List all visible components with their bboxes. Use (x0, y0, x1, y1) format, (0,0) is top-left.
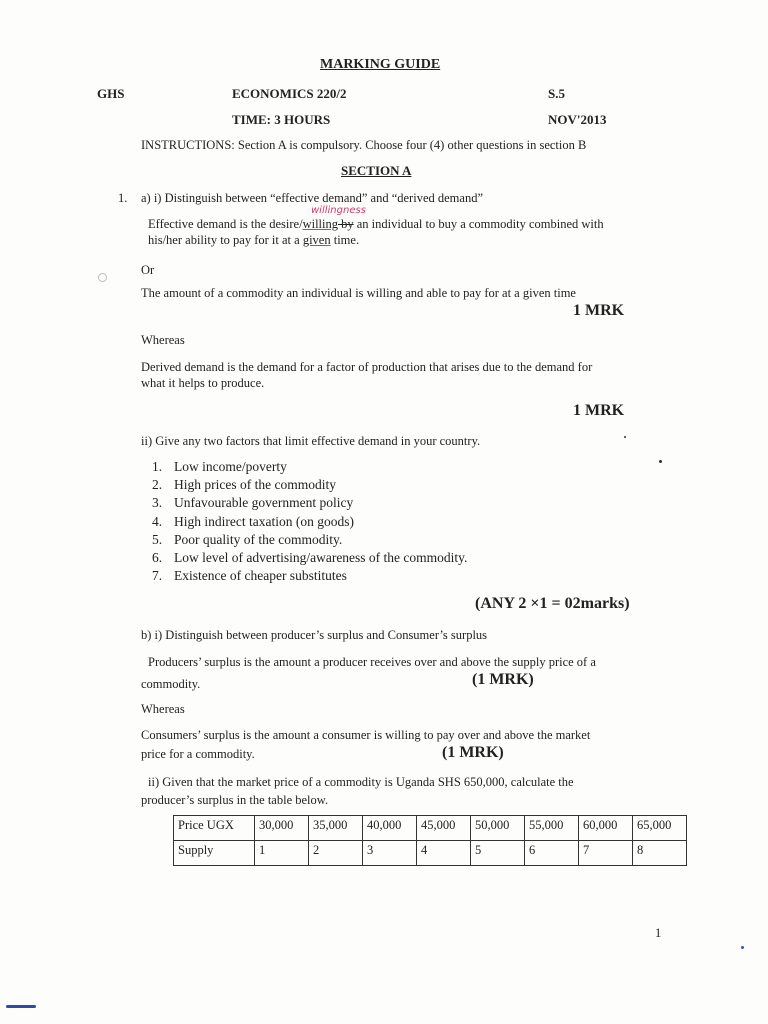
table-cell: 50,000 (471, 816, 525, 841)
whereas-text: Whereas (141, 702, 185, 716)
list-number: 4. (152, 513, 163, 529)
list-text: Existence of cheaper substitutes (174, 568, 347, 584)
list-number: 3. (152, 495, 163, 511)
list-item (152, 494, 467, 512)
handwritten-correction: willingness (311, 205, 366, 216)
question-1a-i: a) i) Distinguish between “effective demand” and “derived demand” (141, 191, 483, 205)
list-item (152, 549, 467, 567)
or-text: Or (141, 263, 155, 277)
question-1b-ii-line1: ii) Given that the market price of a commodity is Uganda SHS 650,000, calculate the (148, 775, 574, 789)
mark-label: (1 MRK) (472, 671, 534, 688)
text-span: his/her ability to pay for it at a (148, 233, 303, 247)
list-text: Low level of advertising/awareness of the commodity. (174, 550, 468, 566)
list-item (152, 476, 467, 494)
question-number: 1. (118, 191, 128, 205)
mark-label: (1 MRK) (442, 744, 504, 761)
scan-speck (659, 460, 662, 463)
list-number: 7. (152, 568, 163, 584)
class-level: S.5 (548, 86, 565, 101)
table-cell: 4 (417, 841, 471, 866)
scan-speck (624, 436, 626, 438)
consumer-surplus-line1: Consumers’ surplus is the amount a consumer is willing to pay over and above the market (141, 728, 591, 742)
table-cell: 40,000 (363, 816, 417, 841)
page-number: 1 (655, 926, 662, 940)
list-number: 1. (152, 459, 163, 474)
list-text: High indirect taxation (on goods) (174, 513, 354, 529)
table-cell: 8 (633, 841, 687, 866)
text-span: Effective demand is the desire/ (148, 217, 303, 231)
derived-demand-line1: Derived demand is the demand for a factor of production that arises due to the demand for (141, 360, 593, 374)
producer-surplus-line2: commodity. (141, 677, 201, 691)
list-text: High prices of the commodity (174, 477, 336, 493)
scan-punch-hole (98, 273, 107, 282)
table-cell: 60,000 (579, 816, 633, 841)
list-item (152, 531, 467, 549)
table-cell: 65,000 (633, 816, 687, 841)
struck-word: by (338, 217, 354, 231)
list-text: Unfavourable government policy (174, 495, 354, 511)
table-cell: 45,000 (417, 816, 471, 841)
text-span: an individual to buy a commodity combined with (353, 217, 604, 231)
underlined-word: given (302, 233, 331, 247)
list-number: 6. (152, 550, 163, 566)
section-heading: SECTION A (341, 163, 412, 178)
table-row-label: Supply (174, 841, 255, 866)
school-code: GHS (97, 86, 125, 101)
table-cell: 2 (309, 841, 363, 866)
mark-label: 1 MRK (573, 402, 625, 419)
list-number: 2. (152, 477, 163, 493)
effective-demand-definition-line1 (148, 216, 604, 233)
table-cell: 3 (363, 841, 417, 866)
table-cell: 30,000 (255, 816, 309, 841)
table-cell: 6 (525, 841, 579, 866)
effective-demand-alternative: The amount of a commodity an individual is willing and able to pay for at a given time (141, 286, 576, 300)
table-row (174, 816, 687, 841)
list-item (152, 513, 467, 531)
underlined-word: willing (302, 217, 338, 231)
derived-demand-line2: what it helps to produce. (141, 376, 265, 390)
table-cell: 7 (579, 841, 633, 866)
table-cell: 1 (255, 841, 309, 866)
scan-mark (6, 1005, 36, 1008)
table-cell: 35,000 (309, 816, 363, 841)
table-cell: 55,000 (525, 816, 579, 841)
mark-label: 1 MRK (573, 302, 625, 319)
supply-table (173, 815, 687, 866)
scan-speck (741, 946, 744, 949)
producer-surplus-line1: Producers’ surplus is the amount a producer receives over and above the supply price of a (148, 655, 596, 669)
text-span: time. (330, 233, 360, 247)
effective-demand-definition-line2 (148, 232, 359, 249)
table-row-label: Price UGX (174, 816, 255, 841)
consumer-surplus-line2: price for a commodity. (141, 747, 255, 761)
page-title: MARKING GUIDE (320, 57, 441, 72)
list-number: 5. (152, 531, 163, 547)
question-1b-i: b) i) Distinguish between producer’s surplus and Consumer’s surplus (141, 628, 488, 642)
exam-date: NOV'2013 (548, 112, 607, 127)
factors-list (152, 458, 467, 585)
any-two-marks: (ANY 2 ×1 = 02marks) (475, 595, 630, 612)
list-item (152, 458, 467, 476)
exam-duration: TIME: 3 HOURS (232, 112, 331, 127)
subject-code: ECONOMICS 220/2 (232, 86, 347, 101)
list-item (152, 567, 467, 585)
list-text: Poor quality of the commodity. (174, 531, 343, 547)
table-cell: 5 (471, 841, 525, 866)
question-1b-ii-line2: producer’s surplus in the table below. (141, 793, 329, 807)
instructions: INSTRUCTIONS: Section A is compulsory. Choose four (4) other questions in section B (141, 138, 587, 152)
whereas-text: Whereas (141, 333, 185, 347)
question-1a-ii: ii) Give any two factors that limit effective demand in your country. (141, 434, 481, 448)
list-text: Low income/poverty (174, 459, 287, 474)
table-row (174, 841, 687, 866)
